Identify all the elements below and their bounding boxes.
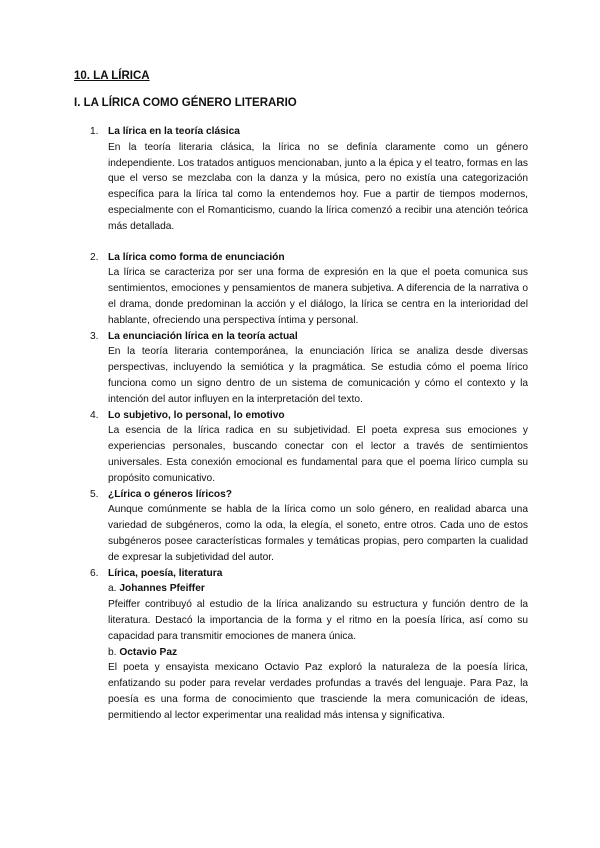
item-heading: La lírica como forma de enunciación <box>108 251 285 263</box>
subitem-author: Johannes Pfeiffer <box>119 583 205 595</box>
item-paragraph: En la teoría literaria contemporánea, la enunciación lírica se analiza desde diversas perspectivas, incluyendo la semiótica y la pragmática. Se estudia cómo el poema lírico funciona como un signo dentro de un sistema de comunicación y cómo el contexto y la intención del autor influyen en la interpretación del texto. <box>108 346 528 405</box>
list-item <box>90 566 528 724</box>
subitem-paragraph: El poeta y ensayista mexicano Octavio Paz exploró la naturaleza de la poesía lírica, enfatizando su poder para revelar verdades profundas a través del lenguaje. Para Paz, la poesía es una forma de conocimiento que trasciende la mera comunicación de ideas, permitiendo al lector experimentar una realidad más intensa y significativa. <box>108 662 528 721</box>
item-number: 5. <box>90 488 99 500</box>
subitem-heading <box>108 645 528 661</box>
subitem-author: Octavio Paz <box>119 646 178 658</box>
item-heading: La enunciación lírica en la teoría actual <box>108 330 298 342</box>
item-heading: La lírica en la teoría clásica <box>108 126 240 137</box>
item-number: 4. <box>90 409 99 421</box>
item-heading: Lo subjetivo, lo personal, lo emotivo <box>108 409 285 421</box>
subitem-letter: b. <box>108 646 117 658</box>
item-number: 3. <box>90 330 99 342</box>
list-item <box>90 124 528 235</box>
item-paragraph: La lírica se caracteriza por ser una forma de expresión en la que el poeta comunica sus sentimientos, emociones y pensamientos de manera subjetiva. A diferencia de la narrativa o el drama, donde predominan la acción y el diálogo, la lírica se centra en la interioridad del hablante, ofreciendo una perspectiva íntima y personal. <box>108 267 528 326</box>
paragraph-spacer <box>90 235 528 250</box>
section-title: I. LA LÍRICA COMO GÉNERO LITERARIO <box>74 97 297 109</box>
list-item <box>90 250 528 329</box>
item-heading: Lírica, poesía, literatura <box>108 567 223 579</box>
item-paragraph: En la teoría literaria clásica, la lírica no se definía claramente como un género independiente. Los tratados antiguos mencionaban, junto a la épica y el teatro, formas en las que el verso se mezclaba con la danza y la música, pero no existía una categorización específica para la lírica tal como la entendemos hoy. Fue a partir de tiempos modernos, especialmente con el Romanticismo, cuando la lírica comenzó a recibir una atención teórica más detallada. <box>108 141 528 232</box>
item-paragraph: La esencia de la lírica radica en su subjetividad. El poeta expresa sus emociones y experiencias personales, buscando conectar con el lector a través de sentimientos universales. Esta conexión emocional es fundamental para que el poema lírico cumpla su propósito comunicativo. <box>108 425 528 484</box>
item-paragraph: Aunque comúnmente se habla de la lírica como un solo género, en realidad abarca una variedad de subgéneros, como la oda, la elegía, el soneto, entre otros. Cada uno de estos subgéneros posee características formales y temáticas propias, pero comparten la cualidad de expresar la subjetividad del autor. <box>108 504 528 563</box>
subitem-heading <box>108 581 528 597</box>
item-number: 1. <box>90 126 99 137</box>
list-item <box>90 329 528 408</box>
subitem-letter: a. <box>108 583 117 595</box>
list-item <box>90 408 528 487</box>
list-item <box>90 487 528 566</box>
topic-list <box>90 124 528 723</box>
item-number: 2. <box>90 251 99 263</box>
item-heading: ¿Lírica o géneros líricos? <box>108 488 232 500</box>
document-title: 10. LA LÍRICA <box>74 70 150 82</box>
item-number: 6. <box>90 567 99 579</box>
subitem-paragraph: Pfeiffer contribuyó al estudio de la lírica analizando su estructura y función dentro de la literatura. Destacó la importancia de la forma y el ritmo en la poesía lírica, así como su capacidad para transmitir emociones de manera única. <box>108 599 528 642</box>
